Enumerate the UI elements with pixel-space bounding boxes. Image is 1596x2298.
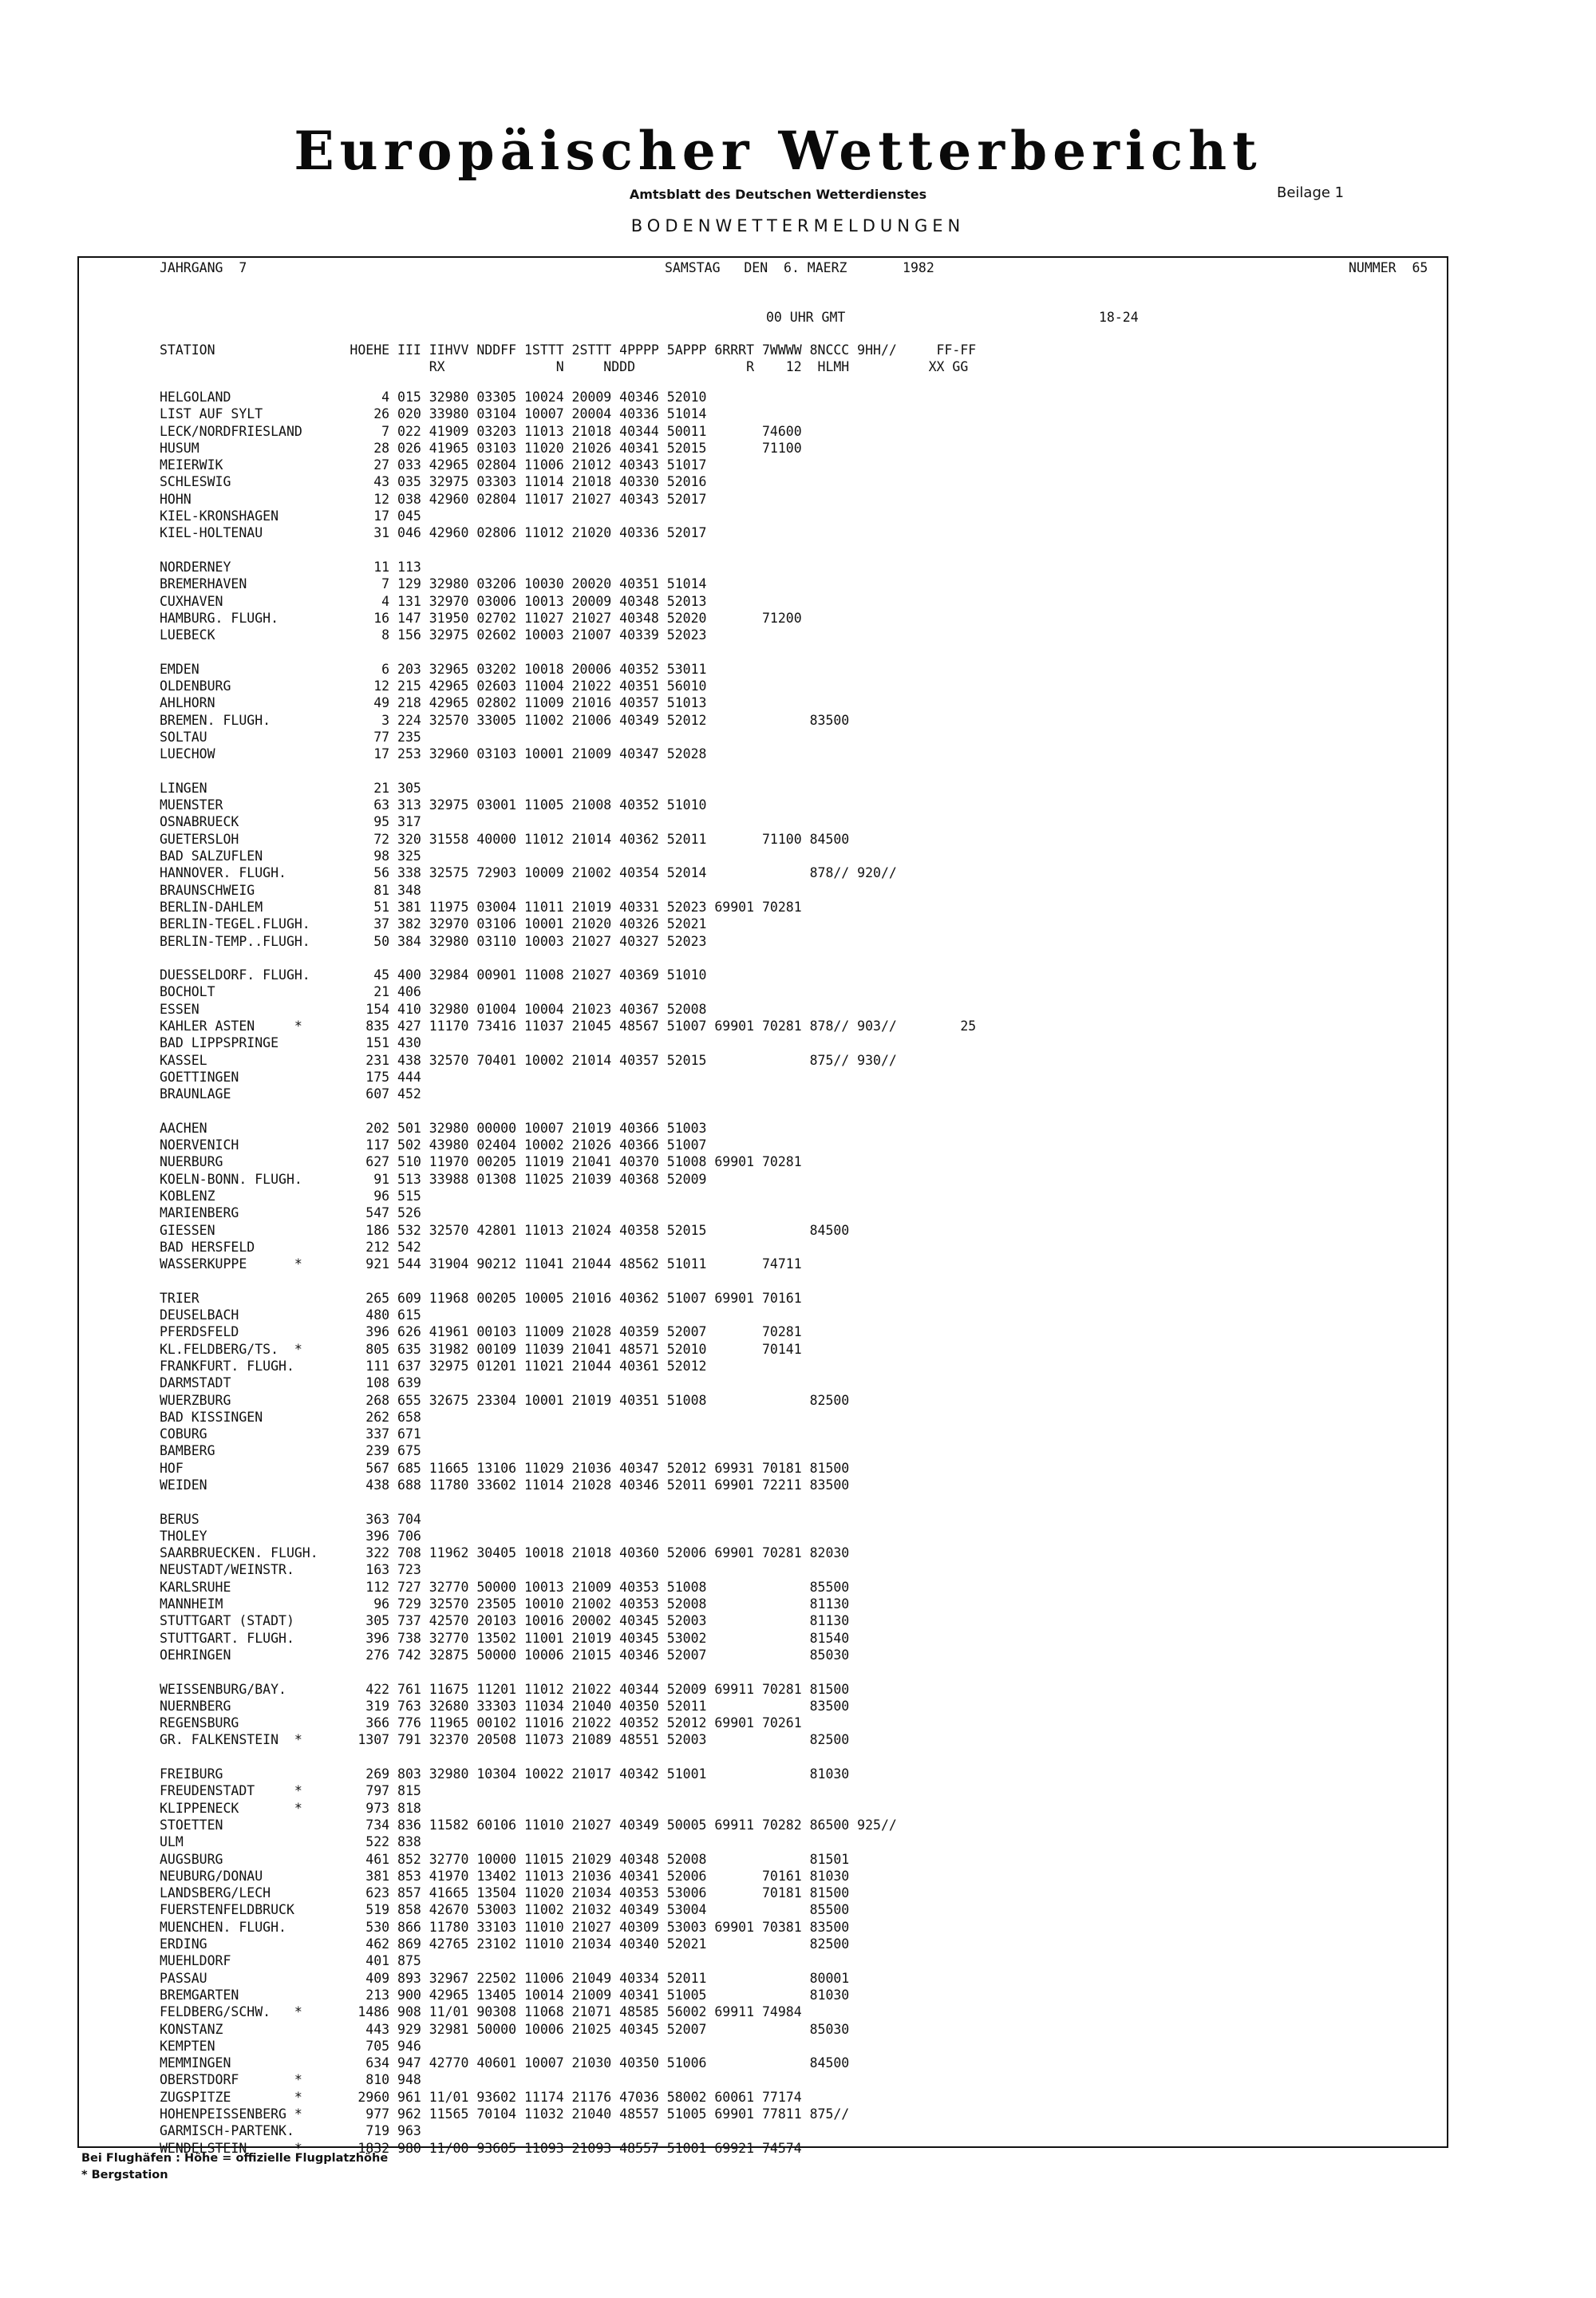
station-row: STOETTEN 734 836 11582 60106 11010 21027 40349 50005 69911 70282 86500 925//	[160, 1817, 897, 1833]
station-row: KAHLER ASTEN * 835 427 11170 73416 11037 21045 48567 51007 69901 70281 878// 903// 25	[160, 1018, 977, 1034]
section-heading: BODENWETTERMELDUNGEN	[630, 216, 966, 235]
group-separator	[160, 643, 976, 660]
station-row: MANNHEIM 96 729 32570 23505 10010 21002 40353 52008 81130	[160, 1596, 850, 1612]
station-row: REGENSBURG 366 776 11965 00102 11016 21022 40352 52012 69901 70261	[160, 1715, 802, 1731]
station-row: DEUSELBACH 480 615	[160, 1307, 421, 1323]
station-row: HELGOLAND 4 015 32980 03305 10024 20009 40346 52010	[160, 390, 707, 405]
station-row: KARLSRUHE 112 727 32770 50000 10013 21009 40353 51008 85500	[160, 1579, 850, 1595]
station-row: MUENSTER 63 313 32975 03001 11005 21008 40352 51010	[160, 797, 707, 813]
station-row: CUXHAVEN 4 131 32970 03006 10013 20009 40348 52013	[160, 593, 707, 609]
station-row: WEISSENBURG/BAY. 422 761 11675 11201 11012 21022 40344 52009 69911 70281 81500	[160, 1681, 850, 1697]
station-row: PFERDSFELD 396 626 41961 00103 11009 21028 40359 52007 70281	[160, 1324, 802, 1340]
station-row: LIST AUF SYLT 26 020 33980 03104 10007 20004 40336 51014	[160, 406, 707, 422]
station-row: MEMMINGEN 634 947 42770 40601 10007 21030 40350 51006 84500	[160, 2055, 850, 2071]
station-row: BRAUNLAGE 607 452	[160, 1086, 421, 1102]
station-row: ERDING 462 869 42765 23102 11010 21034 40340 52021 82500	[160, 1936, 850, 1952]
observation-time: 00 UHR GMT	[766, 310, 846, 325]
station-row: BAD LIPPSPRINGE 151 430	[160, 1035, 421, 1051]
station-row: BRAUNSCHWEIG 81 348	[160, 882, 421, 898]
page-title: Europäischer Wetterbericht	[294, 120, 1262, 182]
issue-date: SAMSTAG DEN 6. MAERZ 1982	[665, 260, 934, 275]
group-separator	[160, 1272, 976, 1289]
station-row: THOLEY 396 706	[160, 1528, 421, 1544]
station-row: DARMSTADT 108 639	[160, 1375, 421, 1391]
station-row: GARMISCH-PARTENK. 719 963	[160, 2123, 421, 2139]
station-row: BAD KISSINGEN 262 658	[160, 1409, 421, 1425]
station-row: FUERSTENFELDBRUCK 519 858 42670 53003 11002 21032 40349 53004 85500	[160, 1902, 850, 1918]
station-row: GR. FALKENSTEIN * 1307 791 32370 20508 11073 21089 48551 52003 82500	[160, 1732, 850, 1748]
station-row: NUERNBERG 319 763 32680 33303 11034 21040 40350 52011 83500	[160, 1698, 850, 1714]
station-row: PASSAU 409 893 32967 22502 11006 21049 40334 52011 80001	[160, 1970, 850, 1986]
station-row: BERUS 363 704	[160, 1511, 421, 1527]
station-row: FREIBURG 269 803 32980 10304 10022 21017 40342 51001 81030	[160, 1766, 850, 1782]
station-row: BREMGARTEN 213 900 42965 13405 10014 21009 40341 51005 81030	[160, 1987, 850, 2003]
station-row: LINGEN 21 305	[160, 780, 421, 796]
station-row: HUSUM 28 026 41965 03103 11020 21026 40341 52015 71100	[160, 440, 802, 456]
station-row: BREMEN. FLUGH. 3 224 32570 33005 11002 21006 40349 52012 83500	[160, 712, 850, 728]
station-row: HOHENPEISSENBERG * 977 962 11565 70104 11032 21040 48557 51005 69901 77811 875//	[160, 2106, 850, 2122]
station-row: MUENCHEN. FLUGH. 530 866 11780 33103 11010 21027 40309 53003 69901 70381 83500	[160, 1919, 850, 1935]
station-row: OBERSTDORF * 810 948	[160, 2072, 421, 2088]
station-row: MEIERWIK 27 033 42965 02804 11006 21012 40343 51017	[160, 457, 707, 473]
station-row: NOERVENICH 117 502 43980 02404 10002 21026 40366 51007	[160, 1137, 707, 1153]
station-row: COBURG 337 671	[160, 1426, 421, 1442]
station-row: FREUDENSTADT * 797 815	[160, 1783, 421, 1799]
station-row: EMDEN 6 203 32965 03202 10018 20006 40352 53011	[160, 661, 707, 677]
station-row: KEMPTEN 705 946	[160, 2038, 421, 2054]
station-row: LUEBECK 8 156 32975 02602 10003 21007 40339 52023	[160, 627, 707, 643]
station-row: MARIENBERG 547 526	[160, 1205, 421, 1221]
station-row: BREMERHAVEN 7 129 32980 03206 10030 20020 40351 51014	[160, 576, 707, 592]
supplement-label: Beilage 1	[1277, 184, 1345, 201]
station-row: GIESSEN 186 532 32570 42801 11013 21024 40358 52015 84500	[160, 1222, 850, 1238]
station-row: KOBLENZ 96 515	[160, 1188, 421, 1204]
station-row: KIEL-HOLTENAU 31 046 42960 02806 11012 21020 40336 52017	[160, 525, 707, 541]
station-row: NEUBURG/DONAU 381 853 41970 13402 11013 21036 40341 52006 70161 81030	[160, 1868, 850, 1884]
station-row: GOETTINGEN 175 444	[160, 1069, 421, 1085]
station-row: BAD HERSFELD 212 542	[160, 1239, 421, 1255]
station-row: LECK/NORDFRIESLAND 7 022 41909 03203 11013 21018 40344 50011 74600	[160, 423, 802, 439]
station-row: SCHLESWIG 43 035 32975 03303 11014 21018 40330 52016	[160, 474, 707, 490]
station-row: ULM 522 838	[160, 1834, 421, 1850]
station-row: SAARBRUECKEN. FLUGH. 322 708 11962 30405 10018 21018 40360 52006 69901 70281 82030	[160, 1545, 850, 1561]
station-row: LUECHOW 17 253 32960 03103 10001 21009 40347 52028	[160, 746, 707, 762]
station-row: KASSEL 231 438 32570 70401 10002 21014 40357 52015 875// 930//	[160, 1052, 897, 1068]
volume-label: JAHRGANG 7	[160, 260, 247, 275]
station-row: WASSERKUPPE * 921 544 31904 90212 11041 21044 48562 51011 74711	[160, 1256, 802, 1272]
time-range: 18-24	[1099, 310, 1139, 325]
station-row: AUGSBURG 461 852 32770 10000 11015 21029 40348 52008 81501	[160, 1851, 850, 1867]
group-separator	[160, 950, 976, 967]
station-row: HAMBURG. FLUGH. 16 147 31950 02702 11027 21027 40348 52020 71200	[160, 610, 802, 626]
group-separator	[160, 1749, 976, 1766]
station-row: KIEL-KRONSHAGEN 17 045	[160, 508, 421, 524]
station-row: BERLIN-DAHLEM 51 381 11975 03004 11011 21019 40331 52023 69901 70281	[160, 899, 802, 915]
station-row: FRANKFURT. FLUGH. 111 637 32975 01201 11021 21044 40361 52012	[160, 1358, 707, 1374]
station-row: WEIDEN 438 688 11780 33602 11014 21028 40346 52011 69901 72211 83500	[160, 1477, 850, 1493]
station-row: AHLHORN 49 218 42965 02802 11009 21016 40357 51013	[160, 695, 707, 711]
station-row: BAD SALZUFLEN 98 325	[160, 848, 421, 864]
station-row: KOELN-BONN. FLUGH. 91 513 33988 01308 11025 21039 40368 52009	[160, 1171, 707, 1187]
column-header-row-1: STATION HOEHE III IIHVV NDDFF 1STTT 2STTT 4PPPP 5APPP 6RRRT 7WWWW 8NCCC 9HH// FF-FF	[160, 342, 977, 358]
station-row: NEUSTADT/WEINSTR. 163 723	[160, 1562, 421, 1578]
station-row: OEHRINGEN 276 742 32875 50000 10006 21015 40346 52007 85030	[160, 1647, 850, 1663]
station-row: GUETERSLOH 72 320 31558 40000 11012 21014 40362 52011 71100 84500	[160, 831, 850, 847]
footnote-mountain: * Bergstation	[81, 2169, 168, 2181]
station-row: KL.FELDBERG/TS. * 805 635 31982 00109 11039 21041 48571 52010 70141	[160, 1341, 802, 1357]
page-subtitle: Amtsblatt des Deutschen Wetterdienstes	[629, 187, 927, 202]
station-row: FELDBERG/SCHW. * 1486 908 11/01 90308 11068 21071 48585 56002 69911 74984	[160, 2004, 802, 2020]
station-row: AACHEN 202 501 32980 00000 10007 21019 40366 51003	[160, 1120, 707, 1136]
station-row: SOLTAU 77 235	[160, 729, 421, 745]
station-row: HOF 567 685 11665 13106 11029 21036 40347 52012 69931 70181 81500	[160, 1460, 850, 1476]
station-row: ZUGSPITZE * 2960 961 11/01 93602 11174 21176 47036 58002 60061 77174	[160, 2089, 802, 2105]
footnote-airport: Bei Flughäfen : Höhe = offizielle Flugplatzhöhe	[81, 2152, 389, 2165]
station-row: BOCHOLT 21 406	[160, 984, 421, 1000]
station-row: STUTTGART (STADT) 305 737 42570 20103 10016 20002 40345 52003 81130	[160, 1613, 850, 1629]
station-row: OSNABRUECK 95 317	[160, 814, 421, 830]
group-separator	[160, 1493, 976, 1510]
station-row: HANNOVER. FLUGH. 56 338 32575 72903 10009 21002 40354 52014 878// 920//	[160, 865, 897, 881]
station-row: KONSTANZ 443 929 32981 50000 10006 21025 40345 52007 85030	[160, 2021, 850, 2037]
group-separator	[160, 542, 976, 559]
station-row: ESSEN 154 410 32980 01004 10004 21023 40367 52008	[160, 1001, 707, 1017]
station-row: NORDERNEY 11 113	[160, 559, 421, 575]
station-row: OLDENBURG 12 215 42965 02603 11004 21022 40351 56010	[160, 678, 707, 694]
issue-number: NUMMER 65	[1349, 260, 1428, 275]
column-header-row-2: RX N NDDD R 12 HLMH XX GG	[160, 359, 969, 374]
station-row: LANDSBERG/LECH 623 857 41665 13504 11020 21034 40353 53006 70181 81500	[160, 1885, 850, 1901]
station-row: DUESSELDORF. FLUGH. 45 400 32984 00901 11008 21027 40369 51010	[160, 967, 707, 983]
station-row: NUERBURG 627 510 11970 00205 11019 21041 40370 51008 69901 70281	[160, 1154, 802, 1170]
group-separator	[160, 763, 976, 780]
observation-table	[160, 389, 976, 2157]
station-row: HOHN 12 038 42960 02804 11017 21027 40343 52017	[160, 491, 707, 507]
group-separator	[160, 1663, 976, 1680]
station-row: BERLIN-TEGEL.FLUGH. 37 382 32970 03106 10001 21020 40326 52021	[160, 916, 707, 932]
station-row: MUEHLDORF 401 875	[160, 1953, 421, 1969]
station-row: BAMBERG 239 675	[160, 1443, 421, 1459]
station-row: BERLIN-TEMP..FLUGH. 50 384 32980 03110 10003 21027 40327 52023	[160, 933, 707, 949]
station-row: KLIPPENECK * 973 818	[160, 1800, 421, 1816]
station-row: WENDELSTEIN * 1832 980 11/00 93605 11093 21093 48557 51001 69921 74574	[160, 2140, 802, 2156]
station-row: WUERZBURG 268 655 32675 23304 10001 21019 40351 51008 82500	[160, 1392, 850, 1408]
station-row: TRIER 265 609 11968 00205 10005 21016 40362 51007 69901 70161	[160, 1290, 802, 1306]
group-separator	[160, 1102, 976, 1119]
station-row: STUTTGART. FLUGH. 396 738 32770 13502 11001 21019 40345 53002 81540	[160, 1630, 850, 1646]
